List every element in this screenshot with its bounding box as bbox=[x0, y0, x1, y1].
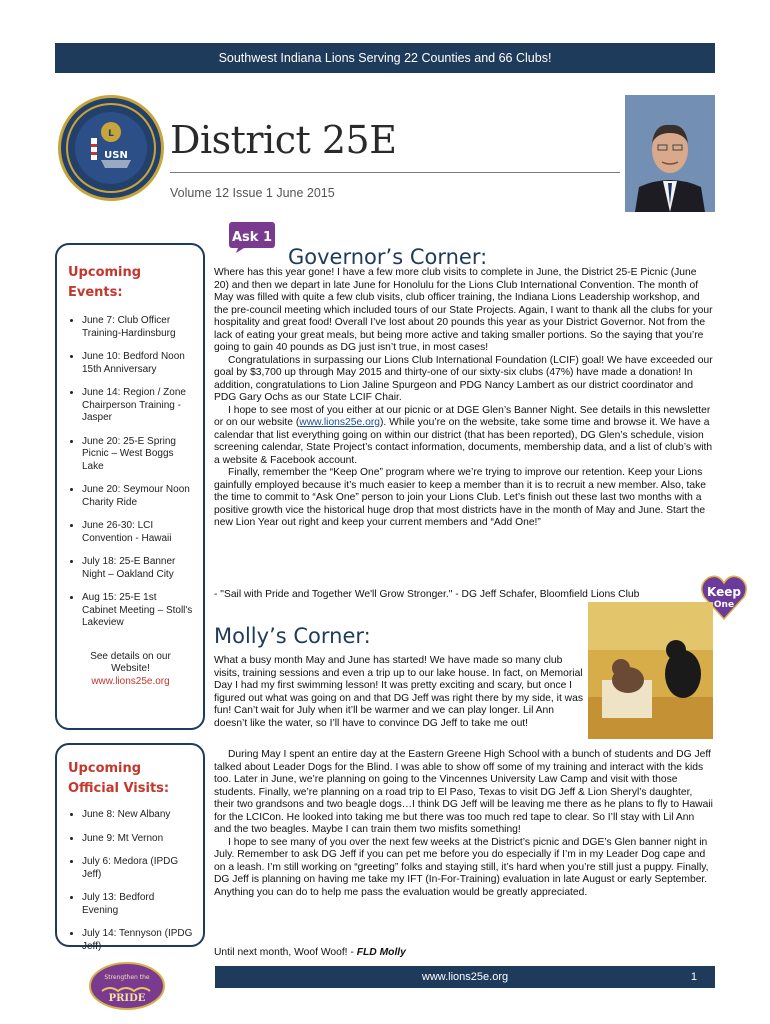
visits-heading-line1: Upcoming bbox=[68, 761, 142, 776]
list-item: • June 26-30: LCI Convention - Hawaii bbox=[82, 520, 193, 545]
website-link[interactable]: www.lions25e.org bbox=[299, 417, 380, 428]
banner-text: Southwest Indiana Lions Serving 22 Counties and 66 Clubs! bbox=[218, 51, 552, 65]
list-item: • June 14: Region / Zone Chairperson Training - Jasper bbox=[82, 387, 193, 425]
footer-bar bbox=[215, 966, 715, 988]
list-item: • June 9: Mt Vernon bbox=[82, 833, 193, 846]
strengthen-pride-logo bbox=[88, 961, 166, 1011]
governor-paragraph-1: Where has this year gone! I have a few more club visits to complete in June, the District 25-E Picnic (June 20) and then we depart in late June for Honolulu for the Lions Club International Convention. The month of May was filled with quite a few club visits, club officer training, the Indiana Lions Leadership workshop, and the pre-council meeting which included tours of our State Projects. Again, I want to thank all the clubs for your hospitality and great food! Overall I’ve lost about 20 pounds this year as your District Governor. Not from the lack of eating your great meals, but being more active and taking smaller portions. So the saying that you’re going to gain 40 pounds as DG just isn’t true, in most cases! bbox=[214, 267, 713, 353]
governor-paragraph-2: Congratulations in surpassing our Lions Club International Foundation (LCIF) goal! We have exceeded our goal by $3,700 up through May 2015 and thirty-one of our sixty-six clubs (47%) have made a donation! In addition, congratulations to Lion Jaline Spurgeon and PDG Nancy Lambert as our district coordinator and PDG Gary Ochs as our State LCIF Chair. bbox=[214, 354, 713, 403]
governor-p3-end: ). While you’re on the website, take some time and browse it. We have a calendar that list everything going on within our district (that has been reported), DG Glen’s schedule, vision screening calendar, State Project’s contact information, documents, membership data, and a list of club’s with a website & Facebook account. bbox=[214, 417, 713, 466]
official-visits-box bbox=[55, 743, 205, 952]
list-item: • June 7: Club Officer Training-Hardinsburg bbox=[82, 315, 193, 340]
pride-line1: Strengthen the bbox=[104, 974, 150, 981]
events-note-line1: See details on our bbox=[90, 650, 171, 662]
molly-paragraph-2: During May I spent an entire day at the Eastern Greene High School with a bunch of students and DG Jeff talked about Leader Dogs for the Blind. I was able to show off some of my training and interact with the kids too. Later in June, we’re planning on going to the Vincennes University Law Camp and visit with those students. Finally, we’re planning on a road trip to El Paso, Texas to visit DG Jeff & Lion Sheryl’s daughter, their two grandsons and two beagle dogs…I think DG Jeff will be leaving me there as he plans to fly to Hawaii for the LCICon. He looked into taking me but there was too much red tape to clear. So I’ll stay with Lil Ann and the two beagles. Maybe I can train them two misfits something! bbox=[214, 749, 713, 835]
events-website-link[interactable]: www.lions25e.org bbox=[91, 675, 170, 687]
ask-one-text: Ask 1 bbox=[231, 230, 273, 245]
list-item: • June 20: 25-E Spring Picnic – West Boggs Lake bbox=[82, 436, 193, 474]
lions-district-logo bbox=[58, 95, 164, 201]
list-item: • Aug 15: 25-E 1st Cabinet Meeting – Stoll's Lakeview bbox=[82, 592, 193, 630]
molly-corner-title: Molly’s Corner: bbox=[214, 624, 371, 648]
list-item: • June 20: Seymour Noon Charity Ride bbox=[82, 484, 193, 509]
keep-one-line2: One bbox=[713, 600, 735, 610]
svg-text:L: L bbox=[108, 129, 114, 139]
top-banner bbox=[55, 43, 715, 73]
molly-corner-body bbox=[214, 749, 714, 899]
events-note-line2: Website! bbox=[111, 663, 150, 674]
governor-paragraph-3 bbox=[214, 405, 714, 468]
governor-paragraph-4: Finally, remember the “Keep One” program where we’re trying to improve our retention. Keep your Lions gainfully employed because it’s much easier to keep a member than it is to recruit a new member. Also, take the time to commit to “Ask One” person to join your Lions Club. Let’s finish out these last two months with a positive growth vice the historical huge drop that most districts have in the month of May and June. Start the new Lion Year out right and keep your current members and “Add One!” bbox=[214, 467, 707, 528]
events-heading-line2: Events: bbox=[68, 285, 123, 300]
molly-closing bbox=[214, 947, 714, 960]
list-item: • July 18: 25-E Banner Night – Oakland City bbox=[82, 556, 193, 581]
governor-corner-body bbox=[214, 267, 714, 530]
governor-corner-title: Governor’s Corner: bbox=[288, 245, 488, 269]
list-item: • June 10: Bedford Noon 15th Anniversary bbox=[82, 351, 193, 376]
governor-signoff: - "Sail with Pride and Together We'll Grow Stronger." - DG Jeff Schafer, Bloomfield Lions Club bbox=[214, 589, 640, 600]
molly-dog-photo bbox=[588, 602, 713, 739]
volume-issue: Volume 12 Issue 1 June 2015 bbox=[170, 186, 335, 200]
upcoming-events-box bbox=[55, 243, 205, 730]
governor-p3-start: I hope to see most of you either at our picnic or at DGE Glen’s Banner Night. See details in this newsletter or on our website ( bbox=[214, 404, 711, 428]
list-item: • July 14: Tennyson (IPDG Jeff) bbox=[82, 928, 193, 953]
visits-list bbox=[68, 809, 193, 953]
keep-one-line1: Keep bbox=[707, 585, 741, 599]
list-item: • June 8: New Albany bbox=[82, 809, 193, 822]
molly-signature: FLD Molly bbox=[356, 947, 406, 958]
molly-paragraph-3: I hope to see many of you over the next few weeks at the District’s picnic and DGE’s Glen banner night in July. Remember to ask DG Jeff if you can pet me before you do especially if I’m in my Leader Dog cape and on a leash. I’m still working on “greeting” folks and staying still, it’s hard when you’re still just a puppy. Finally, DG Jeff is planning on having me take my IFT (In-For-Training) evaluation in late August or early September. Anything you can do to help me pass the evaluation would be greatly appreciated. bbox=[214, 836, 709, 898]
events-heading-line1: Upcoming bbox=[68, 265, 142, 280]
ask-one-badge bbox=[228, 220, 276, 254]
governor-photo bbox=[625, 95, 715, 212]
events-list bbox=[68, 315, 193, 630]
logo-text: USN bbox=[104, 150, 128, 161]
footer-website-link[interactable]: www.lions25e.org bbox=[421, 971, 509, 983]
list-item: • July 13: Bedford Evening bbox=[82, 892, 193, 917]
newsletter-title: District 25E bbox=[170, 118, 397, 162]
page-number: 1 bbox=[690, 971, 697, 983]
molly-closing-text: Until next month, Woof Woof! - bbox=[214, 947, 357, 958]
visits-heading-line2: Official Visits: bbox=[68, 781, 170, 796]
list-item: • July 6: Medora (IPDG Jeff) bbox=[82, 856, 193, 881]
pride-line2: PRIDE bbox=[108, 993, 146, 1004]
title-divider bbox=[170, 172, 620, 173]
molly-paragraph-1: What a busy month May and June has started! We have made so many club visits, training sessions and even a trip up to our lake house. In fact, on Memorial Day I had my first swimming lesson! It was pretty exciting and scary, but once I figured out what was going on and that DG Jeff was right there by my side, it was fun! Can’t wait for July when it’ll be warmer and we can play longer. Lil Ann doesn’t like the water, so I’ll have to convince DG Jeff to take me out! bbox=[214, 655, 583, 729]
